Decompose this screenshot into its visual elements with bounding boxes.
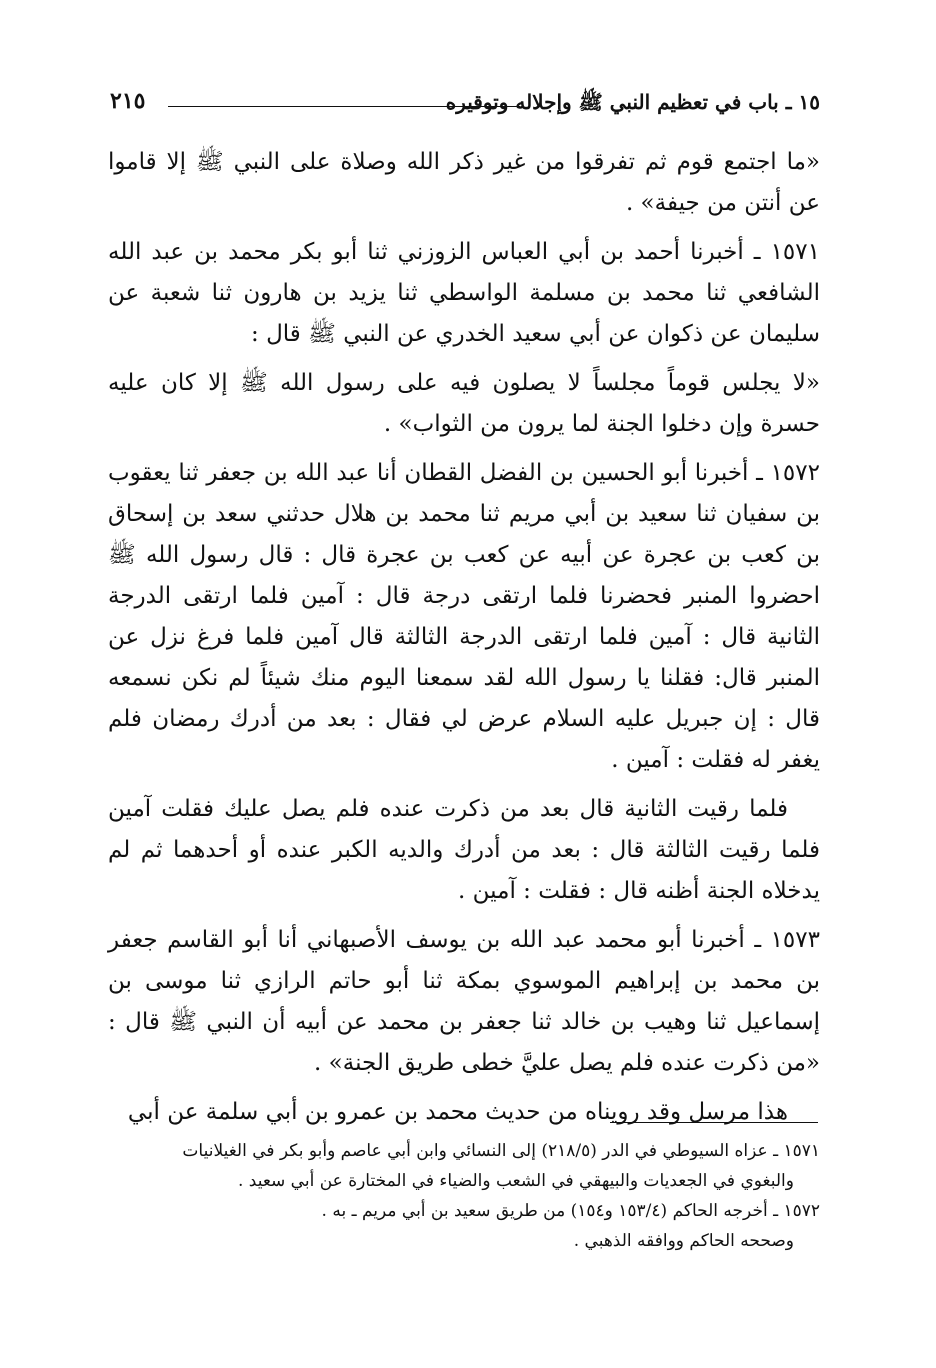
- page-number: ٢١٥: [110, 88, 146, 114]
- footnote-1571-continued: والبغوي في الجعديات والبيهقي في الشعب والضياء في المختارة عن أبي سعيد .: [237, 1171, 794, 1191]
- paragraph-commentary: هذا مرسل وقد رويناه من حديث محمد بن عمرو بن أبي سلمة عن أبي: [127, 1099, 788, 1125]
- footnotes: [108, 1136, 820, 1256]
- paragraph-hadith-text: «ما اجتمع قوم ثم تفرقوا من غير ذكر الله وصلاة على النبي ﷺ إلا قاموا عن أنتن من جيفة» .: [108, 149, 820, 216]
- footnote-divider: [610, 1122, 818, 1123]
- page-header: [110, 86, 820, 122]
- header-divider: [168, 106, 520, 107]
- paragraph-1573: ١٥٧٣ ـ أخبرنا أبو محمد عبد الله بن يوسف الأصبهاني أنا أبو القاسم جعفر بن محمد بن إبراهيم الموسوي بمكة ثنا أبو حاتم الرازي ثنا موسى بن إسماعيل ثنا وهيب بن خالد ثنا جعفر بن محمد عن أبيه أن النبي ﷺ قال : «من ذكرت عنده فلم يصل عليَّ خطى طريق الجنة» .: [108, 927, 820, 1076]
- main-text: [108, 142, 820, 1141]
- footnote-1572: ١٥٧٢ ـ أخرجه الحاكم (١٥٣/٤ و١٥٤) من طريق سعيد بن أبي مريم ـ به .: [321, 1201, 820, 1221]
- paragraph-1572: ١٥٧٢ ـ أخبرنا أبو الحسين بن الفضل القطان أنا عبد الله بن جعفر ثنا يعقوب بن سفيان ثنا سعيد بن أبي مريم ثنا محمد بن هلال حدثني سعد بن إسحاق بن كعب بن عجرة عن أبيه عن كعب بن عجرة قال : قال رسول الله ﷺ احضروا المنبر فحضرنا فلما ارتقى درجة قال : آمين فلما ارتقى الدرجة الثانية قال : آمين فلما ارتقى الدرجة الثالثة قال آمين فلما فرغ نزل عن المنبر قال: فقلنا يا رسول الله لقد سمعنا اليوم منك شيئاً لم نكن نسمعه قال : إن جبريل عليه السلام عرض لي فقال : بعد من أدرك رمضان فلم يغفر له فقلت : آمين .: [108, 460, 820, 773]
- paragraph-1571-matn: «لا يجلس قوماً مجلساً لا يصلون فيه على رسول الله ﷺ إلا كان عليه حسرة وإن دخلوا الجنة لما يرون من الثواب» .: [108, 370, 820, 437]
- paragraph-1572-continued: فلما رقيت الثانية قال بعد من ذكرت عنده فلم يصل عليك فقلت آمين فلما رقيت الثالثة قال : بعد من أدرك والديه الكبر عنده أو أحدهما ثم لم يدخلاه الجنة أظنه قال : فقلت : آمين .: [108, 796, 820, 904]
- paragraph-1571-isnad: ١٥٧١ ـ أخبرنا أحمد بن أبي العباس الزوزني ثنا أبو بكر محمد بن عبد الله الشافعي ثنا محمد بن مسلمة الواسطي ثنا يزيد بن هارون ثنا شعبة عن سليمان عن ذكوان عن أبي سعيد الخدري عن النبي ﷺ قال :: [108, 239, 820, 347]
- footnote-1572-continued: وصححه الحاكم ووافقه الذهبي .: [573, 1231, 794, 1251]
- running-title: ١٥ ـ باب في تعظيم النبي ﷺ وإجلاله وتوقيره: [445, 90, 820, 114]
- footnote-1571: ١٥٧١ ـ عزاه السيوطي في الدر (٢١٨/٥) إلى النسائي وابن أبي عاصم وأبو بكر في الغيلانيات: [182, 1141, 820, 1161]
